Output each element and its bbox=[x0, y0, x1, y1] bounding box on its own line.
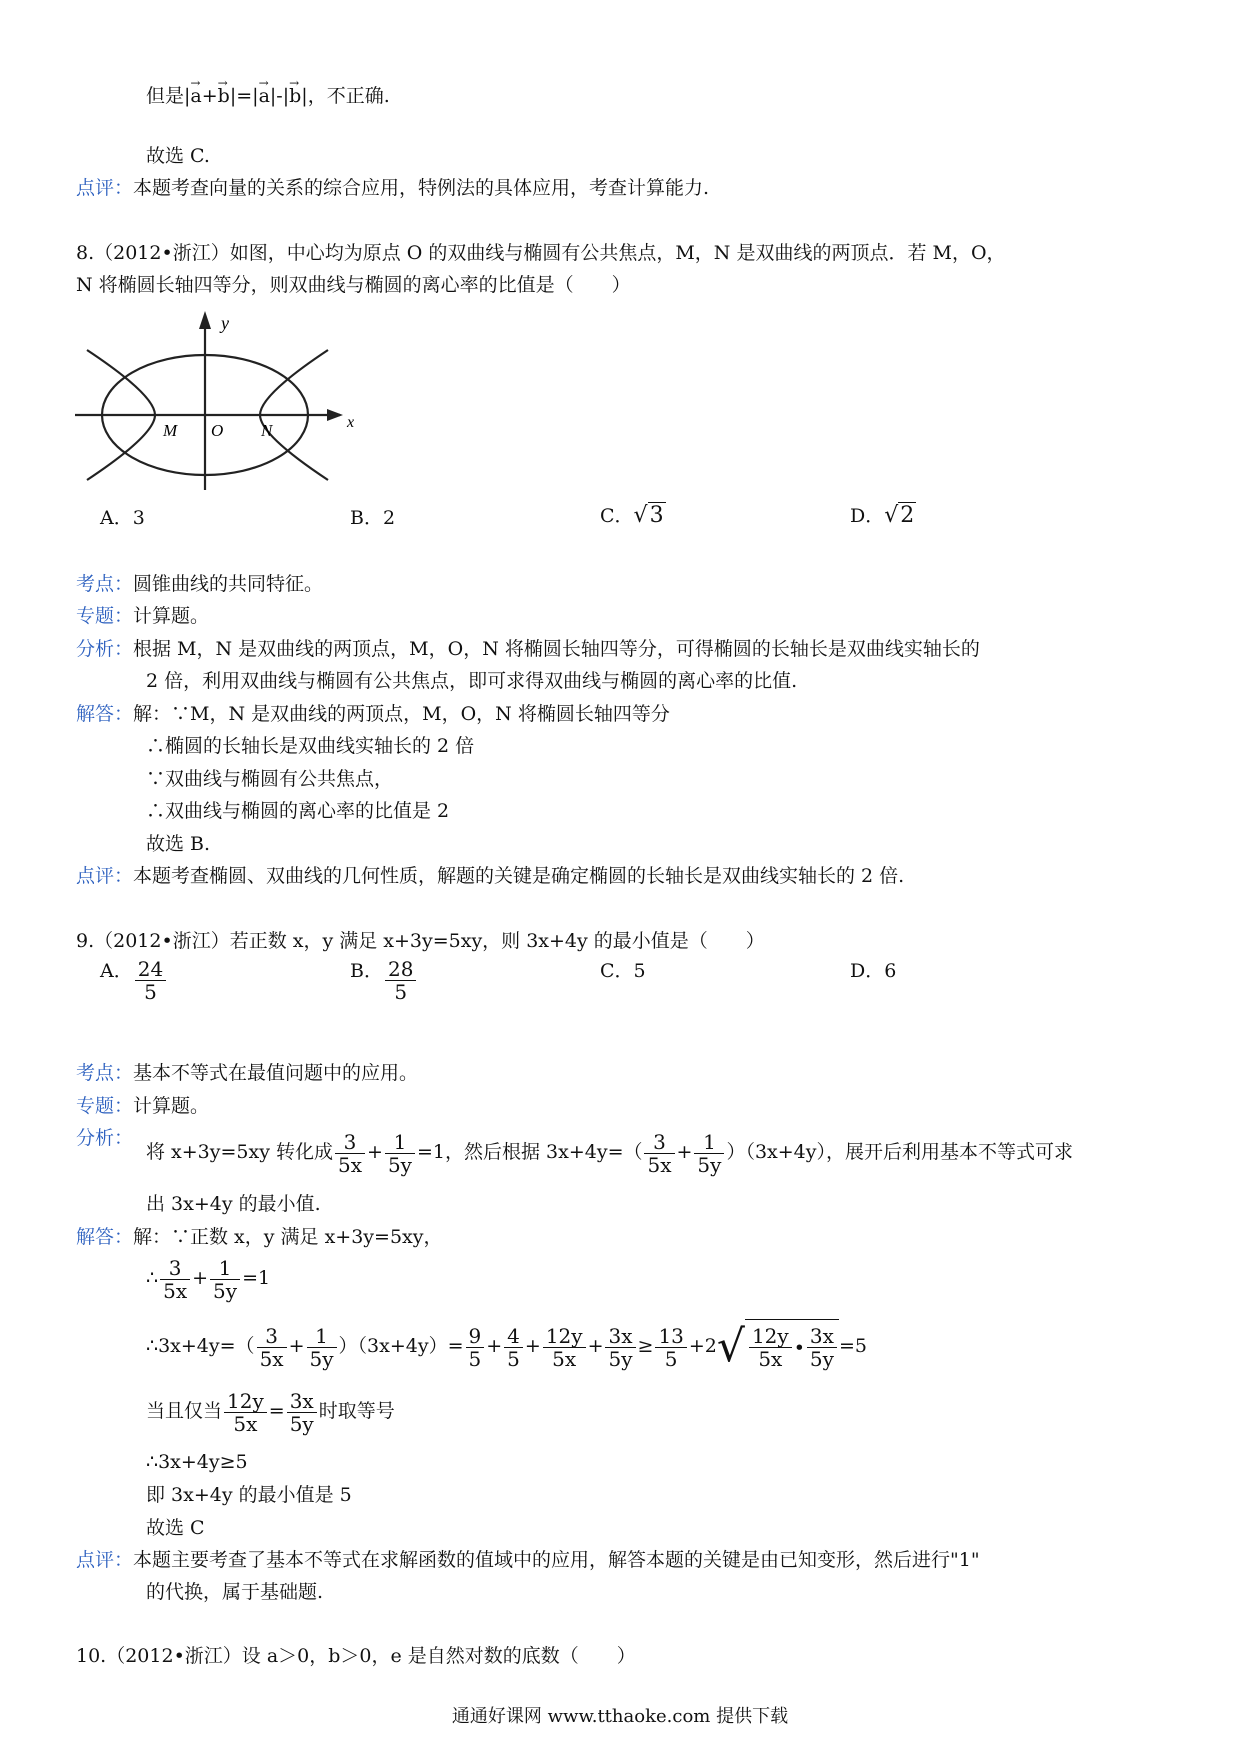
denominator: 5x bbox=[552, 1346, 577, 1371]
label-y: y bbox=[221, 313, 229, 333]
plus: + bbox=[192, 1267, 209, 1289]
therefore: ∴ bbox=[146, 1267, 159, 1289]
q8-stem-2: N 将椭圆长轴四等分，则双曲线与椭圆的离心率的比值是（ ） bbox=[76, 274, 631, 296]
fenxi-text: 将 x+3y=5xy 转化成 bbox=[146, 1141, 333, 1163]
numerator: 3x bbox=[807, 1325, 837, 1348]
dianping-text: 本题主要考查了基本不等式在求解函数的值域中的应用，解答本题的关键是由已知变形，然后进行"1" bbox=[133, 1549, 980, 1571]
q7-mid: |=| bbox=[229, 85, 259, 107]
denominator: 5x bbox=[233, 1411, 258, 1436]
fenxi-tag: 分析： bbox=[76, 638, 134, 660]
label-M: M bbox=[163, 421, 178, 440]
numerator: 1 bbox=[385, 1131, 415, 1154]
kaodian-text: 基本不等式在最值问题中的应用。 bbox=[133, 1062, 419, 1084]
vector-b: → b bbox=[218, 83, 230, 109]
frac-24-5 bbox=[135, 958, 166, 1003]
frac-12y-5x bbox=[543, 1325, 586, 1370]
comment-text: 本题考查向量的关系的综合应用，特例法的具体应用，考查计算能力. bbox=[133, 177, 710, 199]
option-a-label: A． bbox=[100, 960, 133, 982]
frac-1-5y bbox=[385, 1131, 415, 1176]
numerator: 3 bbox=[335, 1131, 365, 1154]
q9-jieda-2 bbox=[146, 1252, 270, 1304]
q9-jieda-4 bbox=[146, 1385, 395, 1437]
numerator: 24 bbox=[135, 958, 166, 981]
q9-option-c: C．5 bbox=[600, 960, 646, 982]
jieda-text: 解：∵正数 x，y 满足 x+3y=5xy， bbox=[133, 1226, 443, 1248]
numerator: 1 bbox=[210, 1257, 240, 1280]
numerator: 12y bbox=[543, 1325, 586, 1348]
radicand-2: 2 bbox=[900, 503, 915, 528]
denominator: 5x bbox=[338, 1152, 363, 1177]
denominator: 5y bbox=[809, 1347, 834, 1371]
frac-12y-5x bbox=[749, 1325, 792, 1370]
q9-option-d: D．6 bbox=[850, 960, 897, 982]
q9-zhuanti bbox=[76, 1093, 209, 1119]
fenxi-text: 根据 M，N 是双曲线的两顶点，M，O，N 将椭圆长轴四等分，可得椭圆的长轴长是双曲线实轴长的 bbox=[133, 638, 980, 660]
q9-kaodian bbox=[76, 1060, 418, 1086]
label-O: O bbox=[211, 421, 224, 440]
q9-stem: 9.（2012•浙江）若正数 x，y 满足 x+3y=5xy，则 3x+4y 的最小值是（ ） bbox=[76, 930, 765, 952]
plus: + bbox=[367, 1141, 383, 1163]
eq-five: =5 bbox=[838, 1335, 867, 1357]
plus-two: +2 bbox=[688, 1335, 717, 1357]
frac-3-5x bbox=[644, 1131, 674, 1176]
sqrt-product: √ $\frac{12y}{5x}$ • $\frac{3x}{5y}$ bbox=[717, 1319, 839, 1376]
q9-fenxi-2: 出 3x+4y 的最小值. bbox=[146, 1193, 321, 1215]
denominator: 5 bbox=[394, 980, 408, 1004]
q8-stem-1: 8.（2012•浙江）如图，中心均为原点 O 的双曲线与椭圆有公共焦点，M，N 是双曲线的两顶点．若 M，O， bbox=[76, 242, 1006, 264]
q9-jieda-1 bbox=[76, 1224, 443, 1250]
numerator: 3x bbox=[287, 1390, 317, 1413]
denominator: 5 bbox=[144, 980, 157, 1004]
zhuanti-text: 计算题。 bbox=[133, 1095, 210, 1117]
y-axis-arrow bbox=[199, 311, 211, 329]
frac-3x-5y bbox=[807, 1325, 837, 1370]
q8-option-a: A．3 bbox=[100, 507, 145, 529]
frac-3-5x bbox=[160, 1257, 190, 1302]
kaodian-tag: 考点： bbox=[76, 573, 134, 595]
jieda-text: 解：∵M，N 是双曲线的两顶点，M，O，N 将椭圆长轴四等分 bbox=[133, 703, 670, 725]
denominator: 5 bbox=[664, 1346, 678, 1371]
numerator: 12y bbox=[749, 1325, 792, 1348]
numerator: 28 bbox=[385, 958, 416, 981]
frac-3-5x bbox=[257, 1325, 287, 1370]
zhuanti-text: 计算题。 bbox=[133, 605, 210, 627]
numerator: 3 bbox=[257, 1325, 287, 1348]
q8-jieda-3: ∵双曲线与椭圆有公共焦点， bbox=[146, 768, 394, 790]
numerator: 1 bbox=[307, 1325, 337, 1348]
frac-1-5y bbox=[307, 1325, 337, 1370]
sqrt-3: √3 bbox=[633, 503, 664, 528]
denominator: 5y bbox=[289, 1411, 314, 1436]
frac-9-5 bbox=[466, 1325, 485, 1370]
dianping-tag: 点评： bbox=[76, 865, 134, 887]
q8-kaodian bbox=[76, 571, 323, 597]
frac-3x-5y bbox=[605, 1325, 635, 1370]
kaodian-tag: 考点： bbox=[76, 1062, 134, 1084]
vector-b-2: → b bbox=[289, 83, 301, 109]
q7-end: |，不正确. bbox=[301, 85, 390, 107]
q8-fenxi-2: 2 倍，利用双曲线与椭圆有公共焦点，即可求得双曲线与椭圆的离心率的比值. bbox=[146, 670, 798, 692]
frac-12y-5x bbox=[224, 1390, 267, 1435]
q7-text: 但是| bbox=[146, 85, 191, 107]
option-c-label: C． bbox=[600, 505, 634, 527]
frac-1-5y bbox=[694, 1131, 724, 1176]
vector-a: → a bbox=[190, 83, 201, 109]
frac-3-5x bbox=[335, 1131, 365, 1176]
q7-comment bbox=[76, 175, 709, 201]
jieda-text-2: ）（3x+4y）= bbox=[338, 1335, 464, 1357]
dot: • bbox=[793, 1336, 805, 1359]
numerator: 1 bbox=[694, 1131, 724, 1154]
jieda-text: ∴3x+4y=（ bbox=[146, 1335, 255, 1357]
jieda-tag: 解答： bbox=[76, 703, 134, 725]
option-b-label: B． bbox=[350, 960, 383, 982]
jieda-text: 当且仅当 bbox=[146, 1400, 223, 1422]
page-footer: 通通好课网 www.tthaoke.com 提供下载 bbox=[451, 1706, 789, 1727]
label-x: x bbox=[347, 414, 355, 431]
q7-line-1 bbox=[146, 83, 390, 109]
q9-option-a bbox=[100, 958, 168, 1003]
radicand-3: 3 bbox=[649, 503, 664, 528]
kaodian-text: 圆锥曲线的共同特征。 bbox=[133, 573, 324, 595]
numerator: 3x bbox=[605, 1325, 635, 1348]
jieda-text-2: 时取等号 bbox=[318, 1400, 395, 1422]
q8-jieda-5: 故选 B. bbox=[146, 833, 211, 855]
q8-zhuanti bbox=[76, 603, 209, 629]
q9-jieda-7: 故选 C bbox=[146, 1517, 205, 1539]
jieda-tag: 解答： bbox=[76, 1226, 134, 1248]
q8-jieda-2: ∴椭圆的长轴长是双曲线实轴长的 2 倍 bbox=[146, 735, 475, 757]
zhuanti-tag: 专题： bbox=[76, 1095, 134, 1117]
q8-option-b: B．2 bbox=[350, 507, 396, 529]
frac-13-5 bbox=[655, 1325, 686, 1370]
denominator: 5x bbox=[163, 1278, 188, 1303]
plus: + bbox=[524, 1335, 541, 1357]
q8-fenxi-1 bbox=[76, 636, 980, 662]
frac-4-5 bbox=[504, 1325, 523, 1370]
q8-option-d bbox=[850, 503, 916, 529]
q9-option-b bbox=[350, 958, 418, 1003]
frac-28-5 bbox=[385, 958, 416, 1003]
q10-stem: 10.（2012•浙江）设 a＞0，b＞0，e 是自然对数的底数（ ） bbox=[76, 1645, 636, 1667]
dianping-text: 本题考查椭圆、双曲线的几何性质，解题的关键是确定椭圆的长轴长是双曲线实轴长的 2 倍. bbox=[133, 865, 905, 887]
q9-fenxi-1 bbox=[146, 1126, 1073, 1178]
eq-one: =1 bbox=[242, 1267, 271, 1289]
sqrt-2: √2 bbox=[884, 503, 915, 528]
option-d-label: D． bbox=[850, 505, 885, 527]
geq: ≥ bbox=[637, 1335, 654, 1357]
fenxi-text-3: ）（3x+4y），展开后利用基本不等式可求 bbox=[726, 1141, 1073, 1163]
q8-figure bbox=[75, 305, 365, 490]
q7-answer: 故选 C. bbox=[146, 145, 210, 167]
numerator: 13 bbox=[655, 1325, 686, 1348]
frac-3x-5y bbox=[287, 1390, 317, 1435]
q9-fenxi-tag bbox=[76, 1125, 133, 1151]
q8-dianping bbox=[76, 863, 904, 889]
x-axis-arrow bbox=[327, 409, 343, 421]
denominator: 5y bbox=[213, 1278, 238, 1303]
q9-jieda-5: ∴3x+4y≥5 bbox=[146, 1451, 248, 1473]
dianping-tag: 点评： bbox=[76, 1549, 134, 1571]
q7-plus: + bbox=[201, 85, 218, 107]
frac-1-5y bbox=[210, 1257, 240, 1302]
denominator: 5y bbox=[608, 1346, 633, 1371]
plus: + bbox=[587, 1335, 604, 1357]
label-N: N bbox=[261, 421, 273, 440]
zhuanti-tag: 专题： bbox=[76, 605, 134, 627]
q9-dianping-2: 的代换，属于基础题. bbox=[146, 1581, 324, 1603]
fenxi-text-2: =1，然后根据 3x+4y=（ bbox=[416, 1141, 643, 1163]
equals: = bbox=[268, 1400, 285, 1422]
denominator: 5y bbox=[309, 1346, 334, 1371]
numerator: 4 bbox=[504, 1325, 523, 1348]
q9-dianping-1 bbox=[76, 1547, 980, 1573]
comment-tag: 点评： bbox=[76, 177, 134, 199]
q8-option-c bbox=[600, 503, 666, 529]
denominator: 5x bbox=[259, 1346, 284, 1371]
q8-jieda-1 bbox=[76, 701, 670, 727]
denominator: 5 bbox=[507, 1346, 520, 1371]
numerator: 9 bbox=[466, 1325, 485, 1348]
denominator: 5x bbox=[758, 1347, 783, 1371]
denominator: 5x bbox=[647, 1152, 672, 1177]
q9-jieda-6: 即 3x+4y 的最小值是 5 bbox=[146, 1484, 352, 1506]
denominator: 5 bbox=[468, 1346, 482, 1371]
q9-jieda-3 bbox=[146, 1318, 867, 1376]
plus: + bbox=[486, 1335, 503, 1357]
plus: + bbox=[676, 1141, 693, 1163]
plus: + bbox=[288, 1335, 305, 1357]
denominator: 5y bbox=[387, 1152, 412, 1177]
q8-jieda-4: ∴双曲线与椭圆的离心率的比值是 2 bbox=[146, 800, 450, 822]
numerator: 3 bbox=[644, 1131, 674, 1154]
vector-a-2: → a bbox=[259, 83, 270, 109]
numerator: 12y bbox=[224, 1390, 267, 1413]
numerator: 3 bbox=[160, 1257, 190, 1280]
q7-minus: |-| bbox=[269, 85, 290, 107]
fenxi-tag: 分析： bbox=[76, 1127, 134, 1149]
denominator: 5y bbox=[697, 1152, 722, 1177]
